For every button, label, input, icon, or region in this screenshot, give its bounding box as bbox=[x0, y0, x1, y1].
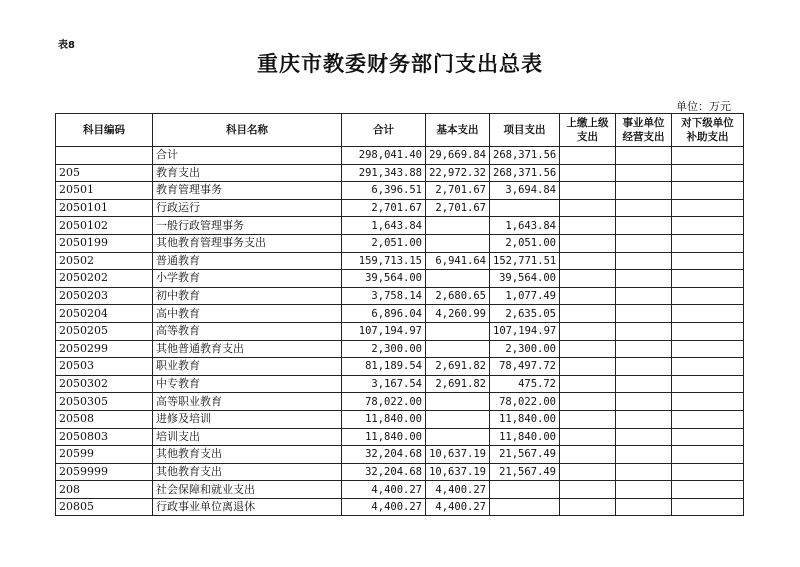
subsidy-lower-cell bbox=[672, 446, 744, 464]
subsidy-lower-cell bbox=[672, 287, 744, 305]
subject-name-cell: 高等教育 bbox=[153, 322, 342, 340]
subject-name-cell: 初中教育 bbox=[153, 287, 342, 305]
remit-upper-cell bbox=[560, 305, 616, 323]
subsidy-lower-cell bbox=[672, 182, 744, 200]
total-cell: 2,300.00 bbox=[342, 340, 426, 358]
table-row bbox=[56, 287, 744, 305]
business-cell bbox=[616, 358, 672, 376]
project-expenditure-cell: 268,371.56 bbox=[490, 164, 560, 182]
total-cell: 1,643.84 bbox=[342, 217, 426, 235]
business-cell bbox=[616, 375, 672, 393]
remit-upper-cell bbox=[560, 428, 616, 446]
remit-upper-cell bbox=[560, 270, 616, 288]
subsidy-lower-cell bbox=[672, 147, 744, 165]
header-remit-upper: 上缴上级 支出 bbox=[560, 114, 616, 147]
project-expenditure-cell: 11,840.00 bbox=[490, 428, 560, 446]
total-cell: 291,343.88 bbox=[342, 164, 426, 182]
subject-name-cell: 教育管理事务 bbox=[153, 182, 342, 200]
basic-expenditure-cell: 2,680.65 bbox=[426, 287, 490, 305]
project-expenditure-cell: 2,051.00 bbox=[490, 234, 560, 252]
subject-name-cell: 培训支出 bbox=[153, 428, 342, 446]
subject-code-cell: 2050199 bbox=[56, 234, 153, 252]
total-cell: 298,041.40 bbox=[342, 147, 426, 165]
basic-expenditure-cell bbox=[426, 428, 490, 446]
subject-code-cell: 20501 bbox=[56, 182, 153, 200]
subject-code-cell: 2050204 bbox=[56, 305, 153, 323]
project-expenditure-cell: 3,694.84 bbox=[490, 182, 560, 200]
table-row bbox=[56, 481, 744, 499]
table-row bbox=[56, 410, 744, 428]
business-cell bbox=[616, 428, 672, 446]
table-row bbox=[56, 393, 744, 411]
subject-code-cell: 2050203 bbox=[56, 287, 153, 305]
subject-code-cell: 208 bbox=[56, 481, 153, 499]
total-cell: 4,400.27 bbox=[342, 498, 426, 516]
remit-upper-cell bbox=[560, 234, 616, 252]
basic-expenditure-cell bbox=[426, 322, 490, 340]
total-cell: 11,840.00 bbox=[342, 428, 426, 446]
project-expenditure-cell: 78,022.00 bbox=[490, 393, 560, 411]
subsidy-lower-cell bbox=[672, 393, 744, 411]
remit-upper-cell bbox=[560, 217, 616, 235]
header-project: 项目支出 bbox=[490, 114, 560, 147]
remit-upper-cell bbox=[560, 182, 616, 200]
subject-name-cell: 行政运行 bbox=[153, 199, 342, 217]
project-expenditure-cell bbox=[490, 481, 560, 499]
subject-code-cell: 2050205 bbox=[56, 322, 153, 340]
subject-name-cell: 其他教育支出 bbox=[153, 463, 342, 481]
table-row bbox=[56, 498, 744, 516]
expenditure-table bbox=[55, 113, 744, 516]
project-expenditure-cell: 21,567.49 bbox=[490, 446, 560, 464]
header-basic: 基本支出 bbox=[426, 114, 490, 147]
table-row bbox=[56, 463, 744, 481]
remit-upper-cell bbox=[560, 252, 616, 270]
basic-expenditure-cell bbox=[426, 393, 490, 411]
table-row bbox=[56, 428, 744, 446]
total-cell: 2,701.67 bbox=[342, 199, 426, 217]
table-number: 表8 bbox=[58, 40, 75, 51]
total-cell: 159,713.15 bbox=[342, 252, 426, 270]
business-cell bbox=[616, 322, 672, 340]
subject-code-cell: 2050102 bbox=[56, 217, 153, 235]
basic-expenditure-cell: 4,400.27 bbox=[426, 481, 490, 499]
total-cell: 39,564.00 bbox=[342, 270, 426, 288]
basic-expenditure-cell: 10,637.19 bbox=[426, 446, 490, 464]
header-total: 合计 bbox=[342, 114, 426, 147]
total-cell: 32,204.68 bbox=[342, 446, 426, 464]
remit-upper-cell bbox=[560, 498, 616, 516]
project-expenditure-cell: 152,771.51 bbox=[490, 252, 560, 270]
business-cell bbox=[616, 446, 672, 464]
total-cell: 32,204.68 bbox=[342, 463, 426, 481]
subsidy-lower-cell bbox=[672, 428, 744, 446]
basic-expenditure-cell: 2,691.82 bbox=[426, 375, 490, 393]
remit-upper-cell bbox=[560, 463, 616, 481]
subject-code-cell bbox=[56, 147, 153, 165]
subsidy-lower-cell bbox=[672, 164, 744, 182]
subject-code-cell: 2050101 bbox=[56, 199, 153, 217]
total-cell: 6,396.51 bbox=[342, 182, 426, 200]
project-expenditure-cell: 107,194.97 bbox=[490, 322, 560, 340]
subject-code-cell: 2050305 bbox=[56, 393, 153, 411]
subject-name-cell: 高等职业教育 bbox=[153, 393, 342, 411]
subject-name-cell: 高中教育 bbox=[153, 305, 342, 323]
subsidy-lower-cell bbox=[672, 375, 744, 393]
remit-upper-cell bbox=[560, 147, 616, 165]
project-expenditure-cell: 21,567.49 bbox=[490, 463, 560, 481]
subsidy-lower-cell bbox=[672, 270, 744, 288]
table-row bbox=[56, 199, 744, 217]
subject-code-cell: 20502 bbox=[56, 252, 153, 270]
subsidy-lower-cell bbox=[672, 498, 744, 516]
basic-expenditure-cell bbox=[426, 410, 490, 428]
subsidy-lower-cell bbox=[672, 217, 744, 235]
project-expenditure-cell: 78,497.72 bbox=[490, 358, 560, 376]
basic-expenditure-cell bbox=[426, 217, 490, 235]
basic-expenditure-cell: 2,691.82 bbox=[426, 358, 490, 376]
subject-name-cell: 其他普通教育支出 bbox=[153, 340, 342, 358]
business-cell bbox=[616, 199, 672, 217]
subject-name-cell: 职业教育 bbox=[153, 358, 342, 376]
subsidy-lower-cell bbox=[672, 322, 744, 340]
project-expenditure-cell: 39,564.00 bbox=[490, 270, 560, 288]
subject-name-cell: 社会保障和就业支出 bbox=[153, 481, 342, 499]
remit-upper-cell bbox=[560, 340, 616, 358]
remit-upper-cell bbox=[560, 164, 616, 182]
table-row bbox=[56, 375, 744, 393]
table-body bbox=[56, 147, 744, 516]
table-row bbox=[56, 270, 744, 288]
remit-upper-cell bbox=[560, 410, 616, 428]
subject-name-cell: 其他教育管理事务支出 bbox=[153, 234, 342, 252]
business-cell bbox=[616, 410, 672, 428]
business-cell bbox=[616, 164, 672, 182]
project-expenditure-cell: 1,643.84 bbox=[490, 217, 560, 235]
total-cell: 2,051.00 bbox=[342, 234, 426, 252]
total-cell: 4,400.27 bbox=[342, 481, 426, 499]
total-cell: 11,840.00 bbox=[342, 410, 426, 428]
basic-expenditure-cell: 2,701.67 bbox=[426, 199, 490, 217]
subsidy-lower-cell bbox=[672, 358, 744, 376]
table-row bbox=[56, 305, 744, 323]
total-cell: 78,022.00 bbox=[342, 393, 426, 411]
business-cell bbox=[616, 234, 672, 252]
project-expenditure-cell: 268,371.56 bbox=[490, 147, 560, 165]
unit-label: 单位：万元 bbox=[676, 100, 731, 113]
business-cell bbox=[616, 270, 672, 288]
total-cell: 3,167.54 bbox=[342, 375, 426, 393]
remit-upper-cell bbox=[560, 358, 616, 376]
basic-expenditure-cell bbox=[426, 270, 490, 288]
table-row bbox=[56, 182, 744, 200]
subject-name-cell: 教育支出 bbox=[153, 164, 342, 182]
basic-expenditure-cell: 4,260.99 bbox=[426, 305, 490, 323]
subsidy-lower-cell bbox=[672, 199, 744, 217]
project-expenditure-cell bbox=[490, 498, 560, 516]
basic-expenditure-cell bbox=[426, 340, 490, 358]
table-row bbox=[56, 252, 744, 270]
subject-code-cell: 20503 bbox=[56, 358, 153, 376]
remit-upper-cell bbox=[560, 393, 616, 411]
business-cell bbox=[616, 287, 672, 305]
subject-name-cell: 小学教育 bbox=[153, 270, 342, 288]
table-row bbox=[56, 446, 744, 464]
remit-upper-cell bbox=[560, 199, 616, 217]
project-expenditure-cell: 2,300.00 bbox=[490, 340, 560, 358]
basic-expenditure-cell: 10,637.19 bbox=[426, 463, 490, 481]
header-subsidy-lower: 对下级单位 补助支出 bbox=[672, 114, 744, 147]
subject-name-cell: 其他教育支出 bbox=[153, 446, 342, 464]
total-cell: 81,189.54 bbox=[342, 358, 426, 376]
header-business: 事业单位 经营支出 bbox=[616, 114, 672, 147]
project-expenditure-cell: 475.72 bbox=[490, 375, 560, 393]
subject-code-cell: 205 bbox=[56, 164, 153, 182]
subject-name-cell: 一般行政管理事务 bbox=[153, 217, 342, 235]
basic-expenditure-cell bbox=[426, 234, 490, 252]
business-cell bbox=[616, 305, 672, 323]
header-row bbox=[56, 114, 744, 147]
remit-upper-cell bbox=[560, 481, 616, 499]
subject-code-cell: 20508 bbox=[56, 410, 153, 428]
basic-expenditure-cell: 22,972.32 bbox=[426, 164, 490, 182]
subsidy-lower-cell bbox=[672, 463, 744, 481]
subject-code-cell: 20599 bbox=[56, 446, 153, 464]
table-row bbox=[56, 164, 744, 182]
remit-upper-cell bbox=[560, 446, 616, 464]
business-cell bbox=[616, 393, 672, 411]
subject-code-cell: 20805 bbox=[56, 498, 153, 516]
basic-expenditure-cell: 2,701.67 bbox=[426, 182, 490, 200]
remit-upper-cell bbox=[560, 322, 616, 340]
subject-name-cell: 普通教育 bbox=[153, 252, 342, 270]
business-cell bbox=[616, 217, 672, 235]
subsidy-lower-cell bbox=[672, 234, 744, 252]
subsidy-lower-cell bbox=[672, 305, 744, 323]
business-cell bbox=[616, 147, 672, 165]
project-expenditure-cell: 1,077.49 bbox=[490, 287, 560, 305]
subject-name-cell: 进修及培训 bbox=[153, 410, 342, 428]
subject-name-cell: 中专教育 bbox=[153, 375, 342, 393]
business-cell bbox=[616, 498, 672, 516]
table-row bbox=[56, 340, 744, 358]
remit-upper-cell bbox=[560, 287, 616, 305]
page-title: 重庆市教委财务部门支出总表 bbox=[257, 52, 543, 76]
total-cell: 6,896.04 bbox=[342, 305, 426, 323]
remit-upper-cell bbox=[560, 375, 616, 393]
project-expenditure-cell: 11,840.00 bbox=[490, 410, 560, 428]
project-expenditure-cell bbox=[490, 199, 560, 217]
basic-expenditure-cell: 29,669.84 bbox=[426, 147, 490, 165]
subject-name-cell: 行政事业单位离退休 bbox=[153, 498, 342, 516]
subject-code-cell: 2050202 bbox=[56, 270, 153, 288]
business-cell bbox=[616, 252, 672, 270]
table-row bbox=[56, 358, 744, 376]
table-row bbox=[56, 234, 744, 252]
basic-expenditure-cell: 4,400.27 bbox=[426, 498, 490, 516]
subsidy-lower-cell bbox=[672, 410, 744, 428]
subsidy-lower-cell bbox=[672, 252, 744, 270]
project-expenditure-cell: 2,635.05 bbox=[490, 305, 560, 323]
business-cell bbox=[616, 481, 672, 499]
table-row bbox=[56, 147, 744, 165]
subject-code-cell: 2059999 bbox=[56, 463, 153, 481]
total-cell: 3,758.14 bbox=[342, 287, 426, 305]
subject-name-cell: 合计 bbox=[153, 147, 342, 165]
total-cell: 107,194.97 bbox=[342, 322, 426, 340]
subject-code-cell: 2050299 bbox=[56, 340, 153, 358]
business-cell bbox=[616, 463, 672, 481]
subject-code-cell: 2050302 bbox=[56, 375, 153, 393]
header-code: 科目编码 bbox=[56, 114, 153, 147]
table-row bbox=[56, 217, 744, 235]
subsidy-lower-cell bbox=[672, 340, 744, 358]
business-cell bbox=[616, 182, 672, 200]
basic-expenditure-cell: 6,941.64 bbox=[426, 252, 490, 270]
subject-code-cell: 2050803 bbox=[56, 428, 153, 446]
subsidy-lower-cell bbox=[672, 481, 744, 499]
table-row bbox=[56, 322, 744, 340]
business-cell bbox=[616, 340, 672, 358]
header-name: 科目名称 bbox=[153, 114, 342, 147]
